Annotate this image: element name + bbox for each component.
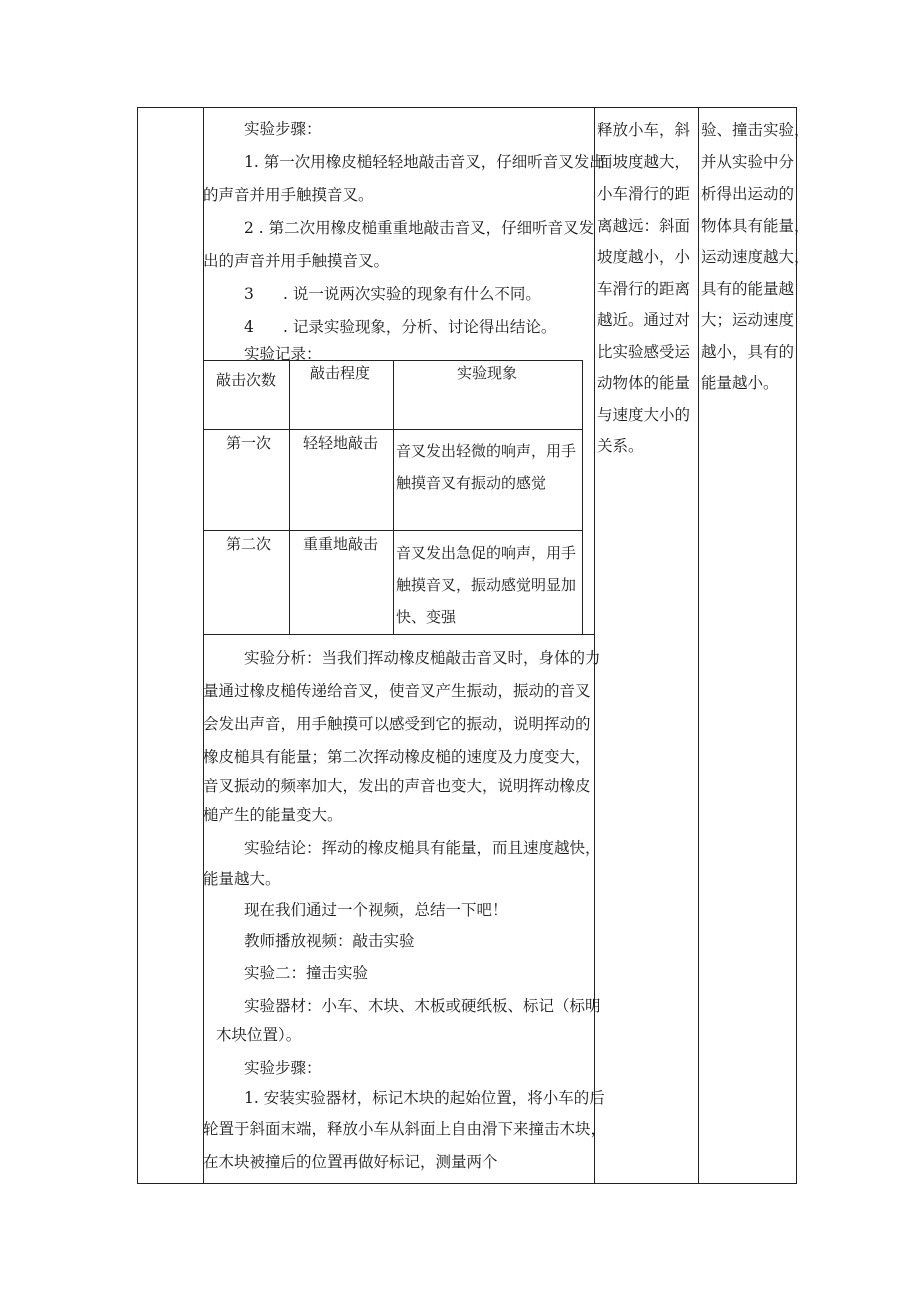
col3-line: 与速度大小的 <box>597 406 691 424</box>
record-row1-count: 第一次 <box>226 434 272 452</box>
record-row1-degree: 轻轻地敲击 <box>303 434 379 452</box>
video-intro: 现在我们通过一个视频，总结一下吧！ <box>244 901 508 919</box>
col3-line: 小车滑行的距 <box>597 185 691 203</box>
step2-line1: 2 . 第二次用橡皮槌重重地敲击音叉，仔细听音叉发 <box>244 219 595 237</box>
exp2-materials-line2: 木块位置）。 <box>216 1026 302 1044</box>
record-table-vsep-2 <box>393 360 394 635</box>
analysis-line4: 橡皮槌具有能量；第二次挥动橡皮槌的速度及力度变大， <box>203 748 591 766</box>
steps-title: 实验步骤： <box>244 120 322 138</box>
record-title: 实验记录： <box>244 345 322 363</box>
table-left-border <box>137 107 138 1184</box>
exp2-steps-title: 实验步骤： <box>244 1059 322 1077</box>
video-play: 教师播放视频：敲击实验 <box>244 932 415 950</box>
col3-line: 动物体的能量 <box>597 374 691 392</box>
col3-line: 坡度越小，小 <box>597 248 691 266</box>
exp2-step1-line3: 在木块被撞后的位置再做好标记，测量两个 <box>203 1153 498 1171</box>
record-row2-count: 第二次 <box>226 535 272 553</box>
col4-line: 能量越小。 <box>701 374 779 392</box>
record-table-right <box>582 360 583 635</box>
analysis-line3: 会发出声音，用手触摸可以感受到它的振动，说明挥动的 <box>203 715 591 733</box>
exp2-step1-line2: 轮置于斜面末端，释放小车从斜面上自由滑下来撞击木块， <box>203 1120 607 1138</box>
record-header-phenomenon: 实验现象 <box>457 364 518 382</box>
record-header-count: 敲击次数 <box>216 371 277 389</box>
col4-line: 具有的能量越 <box>701 280 795 298</box>
record-table-vsep-1 <box>289 360 290 635</box>
step4-text: . 记录实验现象，分析、讨论得出结论。 <box>283 318 557 336</box>
analysis-line5: 音叉振动的频率加大，发出的声音也变大，说明挥动橡皮 <box>203 777 591 795</box>
col4-line: 运动速度越大， <box>701 248 810 266</box>
conclusion-line1: 实验结论：挥动的橡皮槌具有能量，而且速度越快， <box>244 839 601 857</box>
col4-line: 析得出运动的 <box>701 185 795 203</box>
exp2-materials-line1: 实验器材：小车、木块、木板或硬纸板、标记（标明 <box>244 997 601 1015</box>
record-row2-degree: 重重地敲击 <box>303 535 379 553</box>
step4-number: 4 <box>244 318 254 336</box>
record-header-degree: 敲击程度 <box>310 364 371 382</box>
col3-line: 面坡度越大， <box>597 153 691 171</box>
column-divider-3 <box>698 107 699 1184</box>
col4-line: 物体具有能量， <box>701 217 810 235</box>
col3-line: 车滑行的距离 <box>597 280 691 298</box>
col4-line: 验、撞击实验， <box>701 121 810 139</box>
analysis-line1: 实验分析：当我们挥动橡皮槌敲击音叉时，身体的力 <box>244 649 601 667</box>
record-row2-phenomenon-l1: 音叉发出急促的响声，用手 <box>396 544 577 562</box>
conclusion-line2: 能量越大。 <box>203 870 281 888</box>
col4-line: 越小，具有的 <box>701 343 795 361</box>
col3-line: 比实验感受运 <box>597 343 691 361</box>
analysis-line6: 槌产生的能量变大。 <box>203 806 343 824</box>
step1-line1: 1. 第一次用橡皮槌轻轻地敲击音叉，仔细听音叉发出 <box>244 153 605 171</box>
analysis-line2: 量通过橡皮槌传递给音叉，使音叉产生振动，振动的音叉 <box>203 682 591 700</box>
record-row2-phenomenon-l2: 触摸音叉，振动感觉明显加 <box>396 576 577 594</box>
record-row1-phenomenon-l2: 触摸音叉有振动的感觉 <box>396 474 547 492</box>
col3-line: 关系。 <box>597 437 644 455</box>
record-row2-phenomenon-l3: 快、变强 <box>396 608 457 626</box>
exp2-step1-line1: 1. 安装实验器材，标记木块的起始位置，将小车的后 <box>244 1089 605 1107</box>
col4-line: 大；运动速度 <box>701 311 795 329</box>
step2-line2: 出的声音并用手触摸音叉。 <box>203 252 390 270</box>
col3-line: 越近。通过对 <box>597 311 691 329</box>
exp2-title: 实验二：撞击实验 <box>244 964 369 982</box>
record-table-bottom <box>203 634 595 635</box>
step1-line2: 的声音并用手触摸音叉。 <box>203 186 374 204</box>
step3-number: 3 <box>244 285 254 303</box>
col3-line: 释放小车，斜 <box>597 121 691 139</box>
record-row1-phenomenon-l1: 音叉发出轻微的响声，用手 <box>396 442 577 460</box>
step3-text: . 说一说两次实验的现象有什么不同。 <box>283 285 541 303</box>
col4-line: 并从实验中分 <box>701 153 795 171</box>
col3-line: 离越远：斜面 <box>597 217 691 235</box>
